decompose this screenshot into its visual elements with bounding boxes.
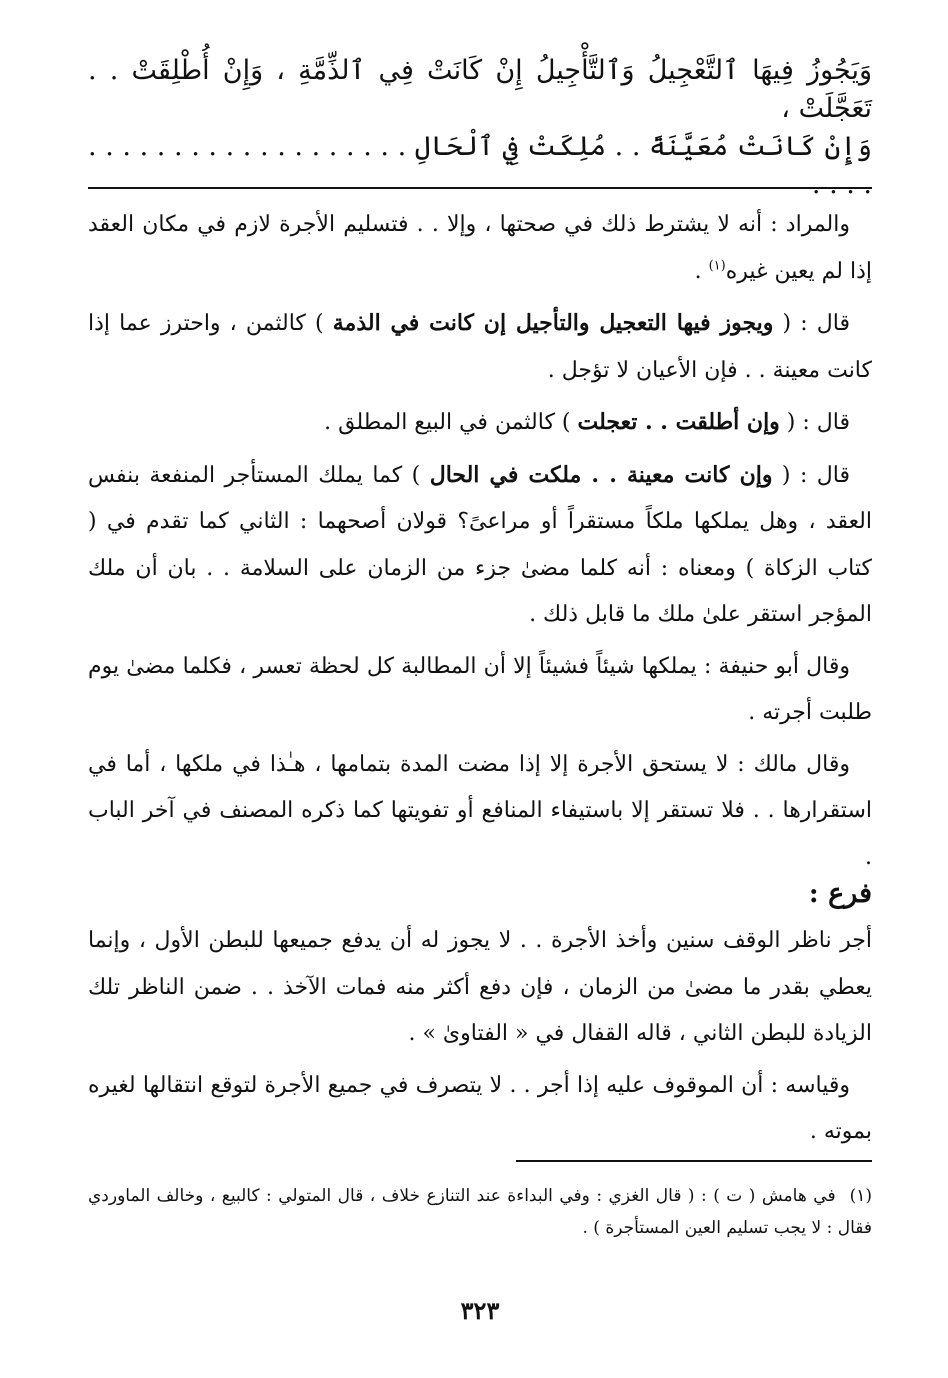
commentary-paragraph: [88, 202, 872, 295]
commentary-text: قال : (: [779, 410, 850, 435]
matn-text: [88, 52, 872, 204]
commentary-paragraph: [88, 399, 872, 447]
quoted-matn: وإن أطلقت . . تعجلت: [577, 409, 780, 435]
commentary-text: ) كالثمن ، واحترز عما إذا كانت معينة . . فإن الأعيان لا تؤجل .: [88, 311, 872, 383]
commentary-paragraph: وقال مالك : لا يستحق الأجرة إلا إذا مضت المدة بتمامها ، هـٰذا في ملكها ، أما في استقرارها . . فلا تستقر إلا باستيفاء المنافع أو تفويتها كما ذكره المصنف في آخر الباب .: [88, 751, 872, 870]
far-paragraph: أجر ناظر الوقف سنين وأخذ الأجرة . . لا يجوز له أن يدفع جميعها للبطن الأول ، وإنما يعطي بقدر ما مضىٰ من الزمان ، فإن دفع أكثر منه فمات الآخذ . . ضمن الناظر تلك الزيادة للبطن الثاني ، قاله القفال في « الفتاوىٰ » .: [88, 928, 873, 1046]
far-section: [88, 918, 872, 1161]
footnote-number: (١): [849, 1186, 872, 1206]
footnote-separator: [516, 1160, 872, 1162]
commentary-paragraph: [88, 452, 872, 639]
quoted-matn: وإن كانت معينة . . ملكت في الحال: [429, 461, 773, 488]
commentary-text: قال : (: [772, 462, 851, 488]
matn-separator: [88, 187, 872, 189]
footnote-marker: (١): [708, 258, 726, 274]
commentary-text: .: [694, 258, 709, 284]
far-paragraph: وقياسه : أن الموقوف عليه إذا أجر . . لا يتصرف في جميع الأجرة لتوقع انتقالها لغيره بموته .: [88, 1072, 872, 1144]
section-heading: فرع :: [808, 878, 872, 909]
matn-line: وَإِنْ كَانَتْ مُعَيَّنَةً . . مُلِكَتْ فِي ٱلْحَالِ . . . . . . . . . . . . . . . . . . . . . . .: [88, 131, 872, 200]
page-number: ٣٢٣: [460, 1296, 500, 1325]
commentary-text: قال : (: [773, 311, 850, 336]
commentary-text: ) كالثمن في البيع المطلق .: [324, 410, 578, 435]
commentary-paragraph: [88, 300, 872, 394]
commentary-paragraph: وقال أبو حنيفة : يملكها شيئاً فشيئاً إلا أن المطالبة كل لحظة تعسر ، فكلما مضىٰ يوم طلبت أجرته .: [88, 653, 872, 725]
footnote: [88, 1180, 872, 1244]
book-page: [88, 0, 872, 1378]
commentary-text: ) كما يملك المستأجر المنفعة بنفس العقد ، وهل يملكها ملكاً مستقراً أو مراعىً؟ قولان أصحهما : الثاني كما تقدم في ( كتاب الزكاة ) ومعناه : أنه كلما مضىٰ جزء من الزمان على السلامة . . بان أن ملك المؤجر استقر علىٰ ملك ما قابل ذلك .: [88, 462, 872, 627]
footnote-text: في هامش ( ت ) : ( قال الغزي : وفي البداءة عند التنازع خلاف ، قال المتولي : كالبيع ، وخالف الماوردي فقال : لا يجب تسليم العين المستأجرة ) .: [88, 1186, 872, 1238]
matn-line: وَيَجُوزُ فِيهَا ٱلتَّعْجِيلُ وَٱلتَّأْجِيلُ إِنْ كَانَتْ فِي ٱلذِّمَّةِ ، وَإِنْ أُطْلِقَتْ . . تَعَجَّلَتْ ،: [88, 55, 872, 124]
quoted-matn: ويجوز فيها التعجيل والتأجيل إن كانت في الذمة: [332, 310, 774, 336]
commentary: [88, 202, 872, 886]
commentary-text: والمراد : أنه لا يشترط ذلك في صحتها ، وإلا . . فتسليم الأجرة لازم في مكان العقد إذا لم يعين غيره: [88, 212, 872, 284]
